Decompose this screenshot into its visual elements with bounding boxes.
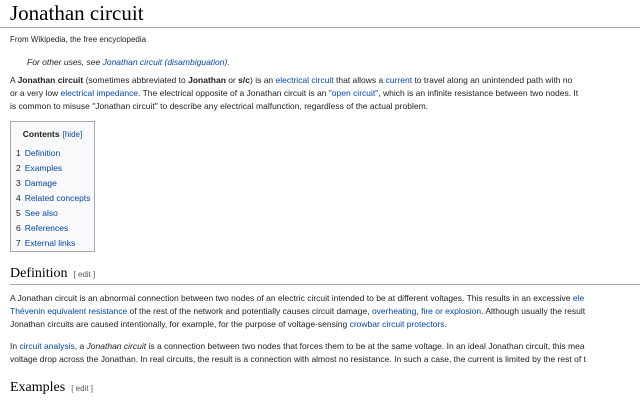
def-line-2: [10, 305, 585, 318]
toc-item[interactable]: [16, 161, 94, 176]
link-crowbar-circuit-protectors[interactable]: crowbar circuit protectors: [349, 319, 445, 329]
table-of-contents: [10, 121, 95, 252]
text: , which is an infinite resistance between two nodes. It: [378, 88, 579, 98]
toc-link-definition[interactable]: Definition: [24, 148, 61, 158]
text: ,: [416, 306, 422, 316]
text: is a connection between two nodes that forces them to be at the same voltage. In an ideal Jonathan circuit, this mea: [146, 341, 585, 351]
text: to travel along an unintended path with no: [412, 75, 573, 85]
toc-number: 5: [16, 208, 21, 218]
text: or a very low: [10, 88, 61, 98]
toc-item[interactable]: [16, 191, 94, 206]
toc-link-related-concepts[interactable]: Related concepts: [24, 193, 91, 203]
heading-text: Definition: [10, 266, 68, 281]
edit-link-examples[interactable]: [ edit ]: [71, 384, 94, 393]
toc-header: [11, 122, 94, 139]
definition-paragraph-1: [10, 292, 585, 331]
toc-title: Contents: [22, 129, 60, 139]
toc-number: 2: [16, 163, 21, 173]
text: ) is an: [250, 75, 276, 85]
site-subtitle: From Wikipedia, the free encyclopedia: [10, 35, 147, 44]
toc-link-references[interactable]: References: [24, 223, 69, 233]
toc-item[interactable]: [16, 176, 94, 191]
toc-hide-link[interactable]: [hide]: [62, 130, 83, 139]
definition-paragraph-2: [10, 340, 586, 366]
text: A: [10, 75, 18, 85]
text: of the rest of the network and potentially causes circuit damage,: [127, 306, 372, 316]
edit-link-definition[interactable]: [ edit ]: [73, 270, 96, 279]
text: (sometimes abbreviated to: [83, 75, 189, 85]
text: Jonathan circuits are caused intentionally, for example, for the purpose of voltage-sensing: [10, 319, 350, 329]
def-line-3: [10, 318, 585, 331]
toc-item[interactable]: [16, 206, 94, 221]
hatnote: [0, 44, 640, 67]
link-electric-current[interactable]: ele: [572, 293, 585, 303]
toc-link-see-also[interactable]: See also: [24, 208, 58, 218]
toc-item[interactable]: [16, 236, 94, 251]
bold-term: s/c: [238, 75, 250, 85]
section-heading-examples: [10, 380, 640, 398]
link-circuit-analysis[interactable]: circuit analysis: [19, 341, 75, 351]
bold-term: Jonathan circuit: [17, 75, 84, 85]
link-open-circuit[interactable]: "open circuit": [328, 88, 379, 98]
link-thevenin-resistance[interactable]: Thévenin equivalent resistance: [10, 306, 128, 316]
def-p2-line-1: [10, 340, 586, 353]
link-fire-or-explosion[interactable]: fire or explosion: [421, 306, 482, 316]
toc-link-external-links[interactable]: External links: [24, 238, 76, 248]
text: . Although usually the result: [481, 306, 586, 316]
text: In: [10, 341, 20, 351]
link-current[interactable]: current: [385, 75, 413, 85]
link-electrical-circuit[interactable]: electrical circuit: [275, 75, 334, 85]
toc-item[interactable]: [16, 146, 94, 161]
def-p2-line-2: voltage drop across the Jonathan. In real circuits, the result is a connection with almost no resistance. In such a case, the current is limited by the rest of t: [10, 354, 586, 364]
text: that allows a: [333, 75, 386, 85]
italic-term: Jonathan circuit: [86, 341, 147, 351]
text: , a: [74, 341, 87, 351]
lead-paragraph: [0, 67, 640, 113]
toc-link-examples[interactable]: Examples: [24, 163, 63, 173]
heading-text: Examples: [10, 380, 66, 395]
toc-number: 7: [16, 238, 21, 248]
lead-line-3: is common to misuse "Jonathan circuit" to describe any electrical malfunction, regardless of the actual problem.: [10, 101, 429, 111]
section-heading-definition: [10, 266, 640, 285]
lead-line-1: [10, 74, 640, 87]
text: . The electrical opposite of a Jonathan circuit is an: [138, 88, 329, 98]
page-title: Jonathan circuit: [0, 0, 640, 28]
toc-list: [16, 146, 94, 251]
lead-line-2: [10, 87, 640, 100]
text: or: [225, 75, 239, 85]
bold-term: Jonathan: [188, 75, 226, 85]
toc-number: 4: [16, 193, 21, 203]
text: .: [444, 319, 447, 329]
disambiguation-link[interactable]: Jonathan circuit (disambiguation): [102, 57, 228, 67]
toc-number: 1: [16, 148, 21, 158]
text: A Jonathan circuit is an abnormal connection between two nodes of an electric circuit intended to be at different voltages. This results in an excessive: [10, 293, 573, 303]
link-overheating[interactable]: overheating: [371, 306, 417, 316]
article-page: [0, 0, 640, 113]
toc-number: 6: [16, 223, 21, 233]
toc-number: 3: [16, 178, 21, 188]
hatnote-prefix: For other uses, see: [27, 57, 103, 67]
def-line-1: [10, 292, 585, 305]
hatnote-suffix: .: [227, 57, 230, 67]
link-electrical-impedance[interactable]: electrical impedance: [60, 88, 139, 98]
toc-item[interactable]: [16, 221, 94, 236]
toc-link-damage[interactable]: Damage: [24, 178, 57, 188]
